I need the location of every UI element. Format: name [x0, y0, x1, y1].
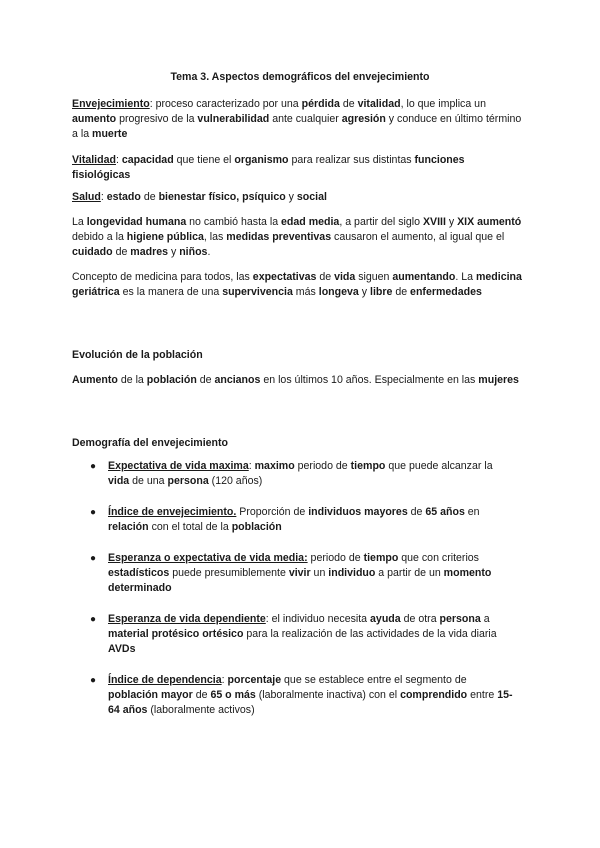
list-item: [0, 551, 513, 596]
para-longevidad: La longevidad humana no cambió hasta la edad media, a partir del siglo XVIII y XIX aumentó debido a la higiene pública, las medidas preventivas causaron el aumento, al igual que el cuidado de madres y niños.: [72, 216, 522, 258]
para-envejecimiento: Envejecimiento: proceso caracterizado por una pérdida de vitalidad, lo que implica un aumento progresivo de la vulnerabilidad ante cualquier agresión y conduce en último término a la muerte: [72, 98, 522, 140]
para-aumento: Aumento de la población de ancianos en los últimos 10 años. Especialmente en las mujeres: [72, 374, 519, 386]
list-item: [0, 612, 513, 657]
heading-demografia: Demografía del envejecimiento: [72, 437, 229, 449]
list-item: [0, 673, 513, 718]
bullet-icon: ●: [90, 614, 97, 625]
list-item-text: Esperanza de vida dependiente: el individuo necesita ayuda de otra persona a material protésico ortésico para la realización de las actividades de la vida diaria AVDs: [108, 613, 497, 655]
para-medicina: Concepto de medicina para todos, las expectativas de vida siguen aumentando. La medicina geriátrica es la manera de una supervivencia más longeva y libre de enfermedades: [72, 271, 522, 298]
bullet-icon: ●: [90, 507, 97, 518]
list-item: [0, 459, 513, 489]
para-salud: Salud: estado de bienestar físico, psíquico y social: [72, 191, 327, 203]
bullet-icon: ●: [90, 675, 97, 686]
list-item-text: Expectativa de vida maxima: maximo periodo de tiempo que puede alcanzar la vida de una persona (120 años): [108, 460, 493, 487]
demografia-list: [0, 459, 600, 734]
list-item-text: Índice de envejecimiento. Proporción de individuos mayores de 65 años en relación con el total de la población: [108, 506, 480, 533]
document-title: Tema 3. Aspectos demográficos del envejecimiento: [170, 71, 430, 83]
bullet-icon: ●: [90, 461, 97, 472]
list-item-text: Esperanza o expectativa de vida media: periodo de tiempo que con criterios estadísticos puede presumiblemente vivir un individuo a partir de un momento determinado: [108, 552, 492, 594]
heading-evolucion: Evolución de la población: [72, 349, 203, 361]
list-item: [0, 505, 513, 535]
bullet-icon: ●: [90, 553, 97, 564]
list-item-text: Índice de dependencia: porcentaje que se establece entre el segmento de población mayor de 65 o más (laboralmente inactiva) con el comprendido entre 15-64 años (laboralmente activos): [108, 674, 513, 716]
para-vitalidad: Vitalidad: capacidad que tiene el organismo para realizar sus distintas funciones fisiológicas: [72, 154, 465, 181]
